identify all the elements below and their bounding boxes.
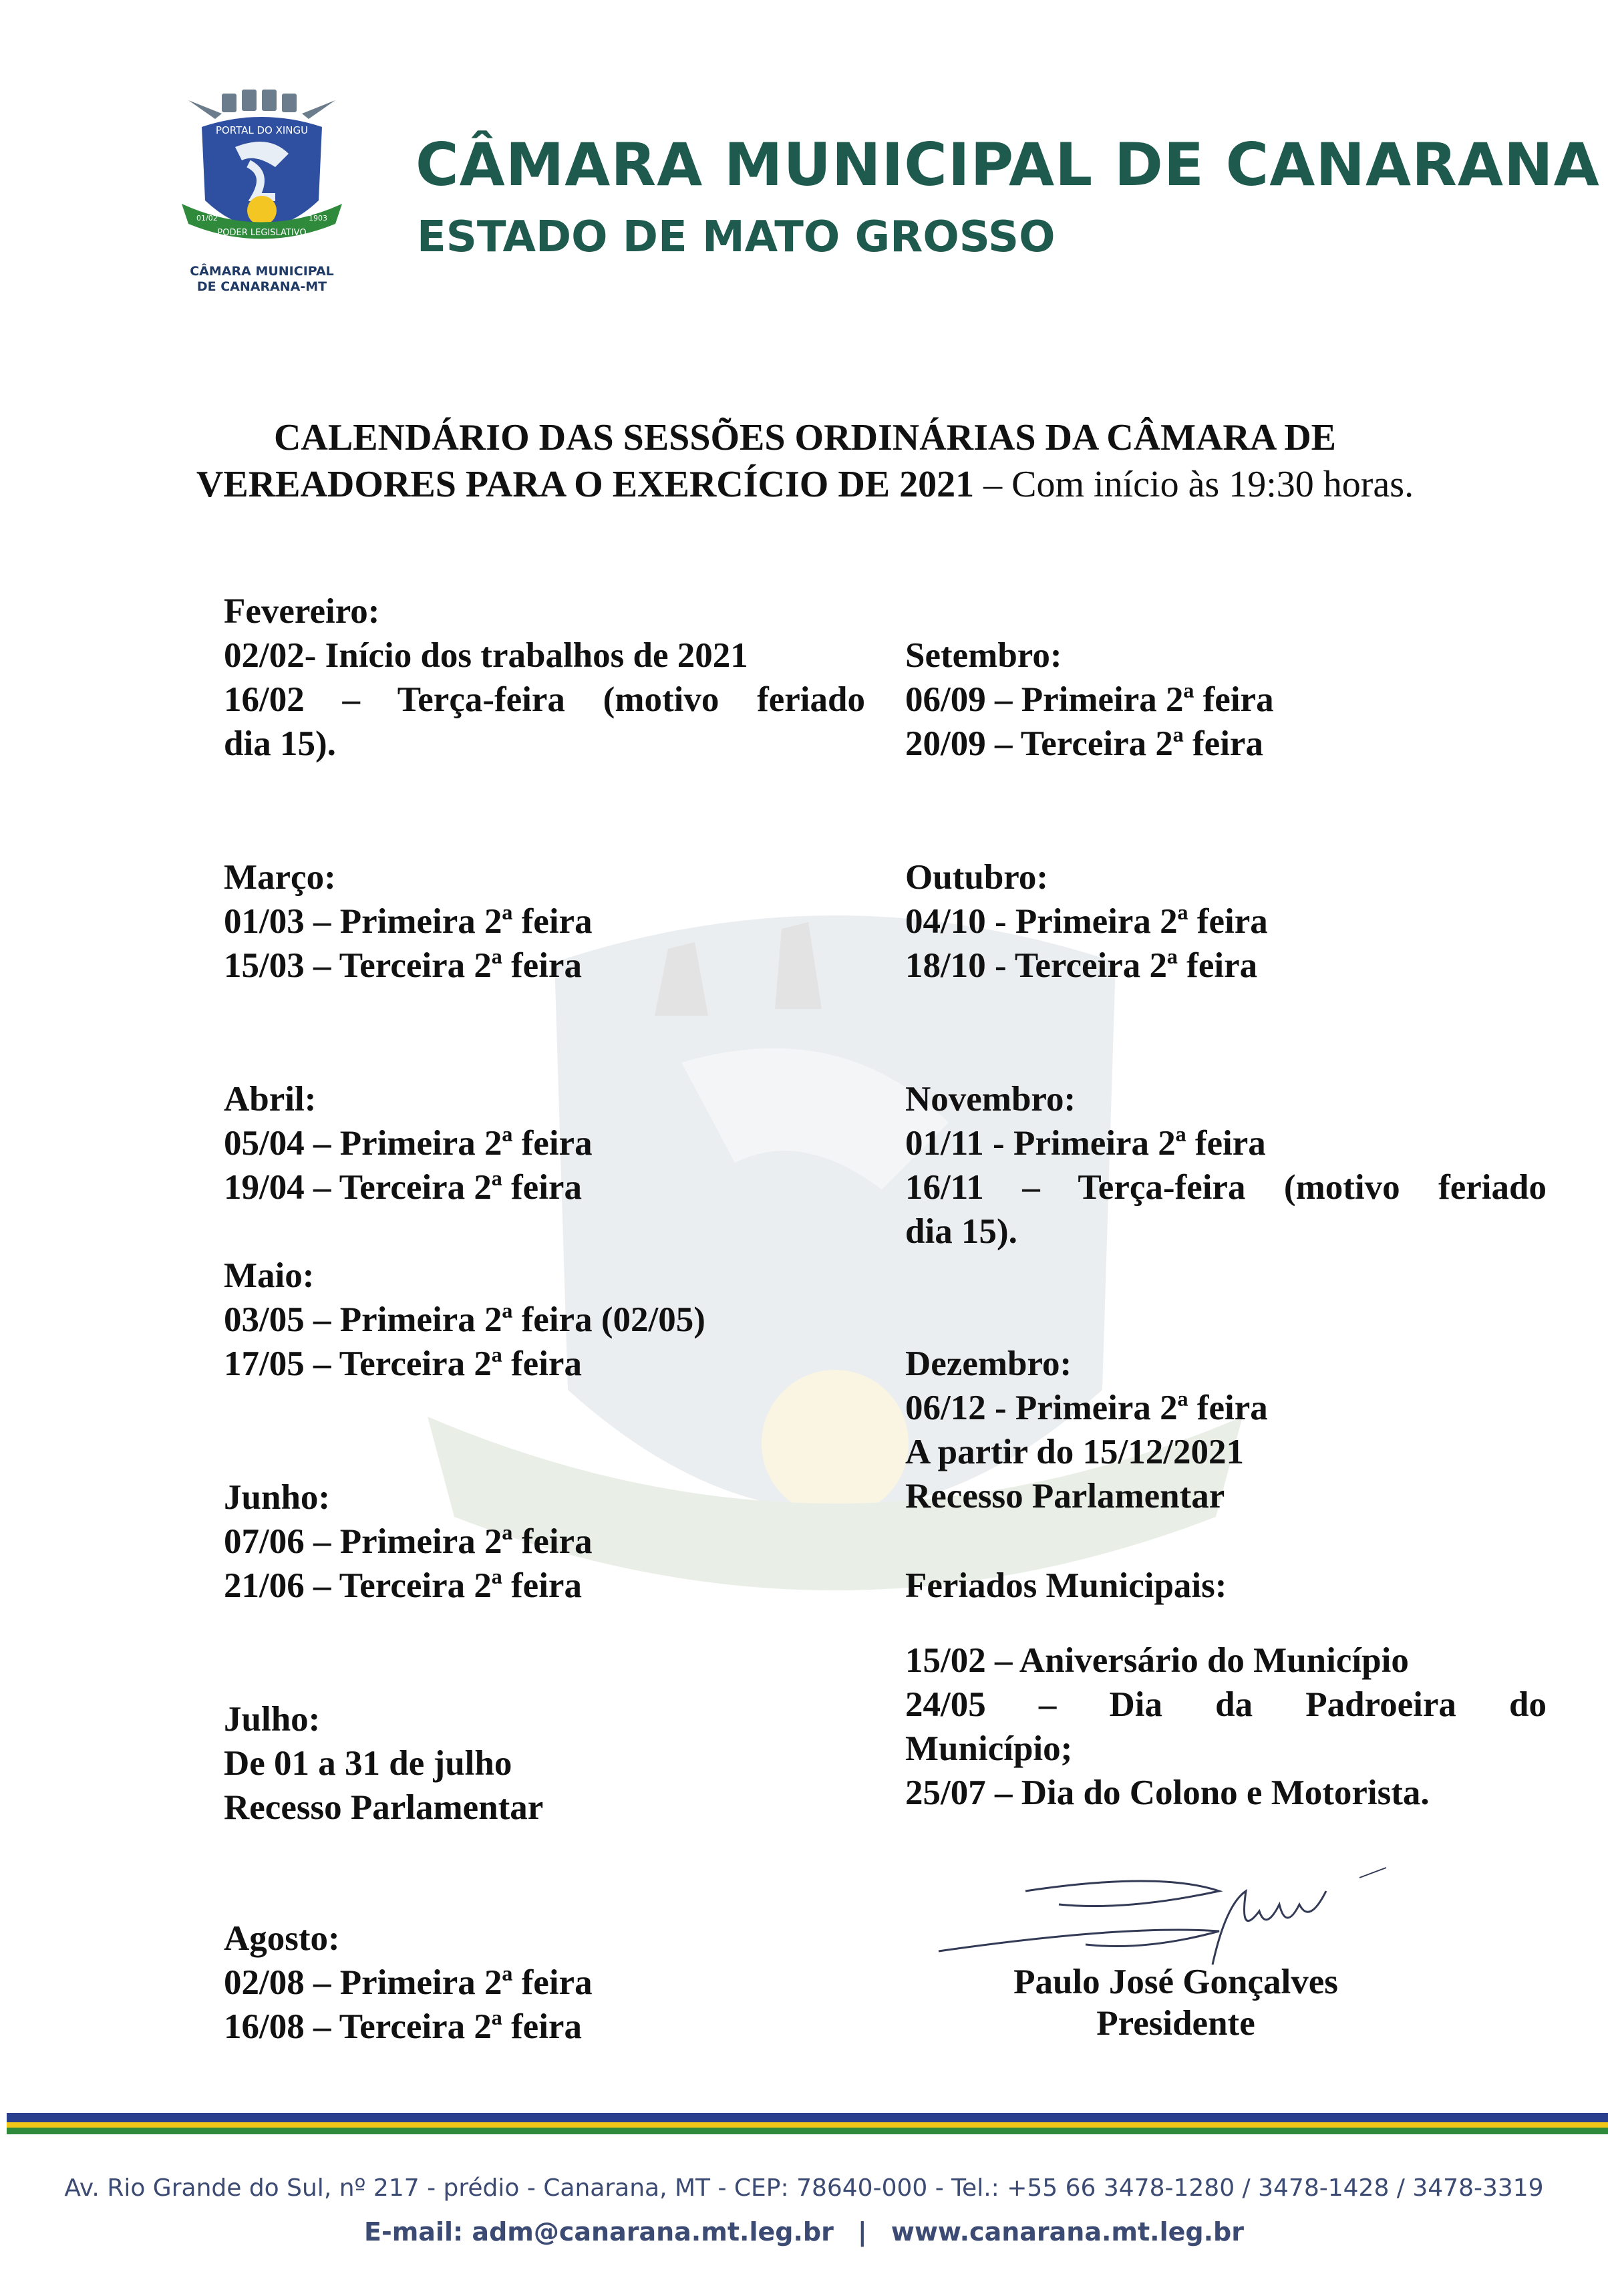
holiday-line: Município;: [905, 1729, 1073, 1768]
schedule-line: dia 15).: [224, 724, 336, 763]
schedule-line: 02/02- Início dos trabalhos de 2021: [224, 636, 748, 675]
section-maio: [224, 1254, 865, 1386]
footer-address: Av. Rio Grande do Sul, nº 217 - prédio - Canarana, MT - CEP: 78640-000 - Tel.: +55 66 3478-1280 / 3478-1428 / 3478-3319: [64, 2174, 1544, 2202]
schedule-line: A partir do 15/12/2021: [905, 1433, 1244, 1471]
section-julho: [224, 1697, 865, 1830]
camara-logo: [175, 87, 349, 301]
schedule-line: 07/06 – Primeira 2ª feira: [224, 1522, 593, 1561]
document-title-line2: VEREADORES PARA O EXERCÍCIO DE 2021 – Com início às 19:30 horas.: [196, 464, 1414, 505]
schedule-line: dia 15).: [905, 1212, 1017, 1251]
section-fevereiro: [224, 589, 865, 766]
schedule-line: 18/10 - Terceira 2ª feira: [905, 946, 1258, 985]
section-dezembro: [905, 1342, 1547, 1518]
month-heading: Agosto:: [224, 1919, 340, 1958]
schedule-line: Recesso Parlamentar: [224, 1788, 544, 1827]
schedule-line: 20/09 – Terceira 2ª feira: [905, 724, 1263, 763]
header-title: CÂMARA MUNICIPAL DE CANARANA: [416, 130, 1600, 199]
schedule-line: 16/08 – Terceira 2ª feira: [224, 2007, 582, 2046]
handwritten-signature: [925, 1864, 1406, 1978]
signatory-name: Paulo José Gonçalves: [1013, 1963, 1338, 2001]
month-heading: Novembro:: [905, 1080, 1076, 1119]
month-heading: Março:: [224, 858, 336, 897]
svg-text:01/02: 01/02: [196, 214, 218, 223]
section-heading: Feriados Municipais:: [905, 1566, 1227, 1605]
schedule-line: 01/11 - Primeira 2ª feira: [905, 1124, 1266, 1163]
section-outubro: [905, 855, 1547, 988]
month-heading: Junho:: [224, 1478, 331, 1517]
schedule-line: 02/08 – Primeira 2ª feira: [224, 1963, 593, 2002]
section-novembro: [905, 1077, 1547, 1254]
footer-website[interactable]: www.canarana.mt.leg.br: [891, 2217, 1244, 2247]
month-heading: Fevereiro:: [224, 592, 380, 631]
section-marco: [224, 855, 865, 988]
month-heading: Maio:: [224, 1256, 315, 1295]
header-subtitle: ESTADO DE MATO GROSSO: [417, 212, 1056, 262]
footer-contact: [0, 2217, 1608, 2247]
schedule-line: Recesso Parlamentar: [905, 1477, 1225, 1516]
schedule-line: 04/10 - Primeira 2ª feira: [905, 902, 1268, 941]
section-junho: [224, 1475, 865, 1608]
holiday-line: 15/02 – Aniversário do Município: [905, 1641, 1409, 1680]
month-heading: Abril:: [224, 1080, 317, 1119]
holiday-line: 25/07 – Dia do Colono e Motorista.: [905, 1773, 1430, 1812]
month-heading: Dezembro:: [905, 1344, 1072, 1383]
svg-text:1903: 1903: [309, 214, 327, 223]
footer-stripe-blue: [7, 2113, 1608, 2122]
schedule-line: 19/04 – Terceira 2ª feira: [224, 1168, 582, 1207]
signatory-role: Presidente: [1096, 2004, 1255, 2043]
month-heading: Outubro:: [905, 858, 1049, 897]
schedule-line: 15/03 – Terceira 2ª feira: [224, 946, 582, 985]
svg-text:PODER LEGISLATIVO: PODER LEGISLATIVO: [217, 228, 307, 238]
footer-email[interactable]: E-mail: adm@canarana.mt.leg.br: [363, 2217, 834, 2247]
schedule-line: 16/11 – Terça-feira (motivo feriado: [905, 1168, 1547, 1207]
svg-text:CÂMARA MUNICIPAL: CÂMARA MUNICIPAL: [190, 264, 334, 279]
section-abril: [224, 1077, 865, 1209]
spacer: [905, 1608, 1547, 1638]
schedule-line: De 01 a 31 de julho: [224, 1744, 512, 1783]
holiday-line: 24/05 – Dia da Padroeira do: [905, 1685, 1547, 1724]
section-feriados: [905, 1564, 1547, 1815]
footer-separator: |: [857, 2217, 867, 2247]
document-title-line1: CALENDÁRIO DAS SESSÕES ORDINÁRIAS DA CÂMARA DE: [273, 417, 1337, 458]
schedule-line: 01/03 – Primeira 2ª feira: [224, 902, 593, 941]
schedule-line: 17/05 – Terceira 2ª feira: [224, 1344, 582, 1383]
schedule-line: 16/02 – Terça-feira (motivo feriado: [224, 680, 865, 719]
section-setembro: [905, 633, 1547, 766]
schedule-line: 03/05 – Primeira 2ª feira (02/05): [224, 1300, 705, 1339]
section-agosto: [224, 1916, 865, 2049]
schedule-line: 06/12 - Primeira 2ª feira: [905, 1389, 1268, 1427]
footer-stripe-green: [7, 2128, 1608, 2134]
month-heading: Julho:: [224, 1700, 321, 1739]
month-heading: Setembro:: [905, 636, 1062, 675]
schedule-line: 21/06 – Terceira 2ª feira: [224, 1566, 582, 1605]
svg-text:PORTAL DO XINGU: PORTAL DO XINGU: [215, 124, 309, 136]
schedule-line: 06/09 – Primeira 2ª feira: [905, 680, 1274, 719]
footer-stripe-yellow: [7, 2122, 1608, 2128]
svg-text:DE CANARANA-MT: DE CANARANA-MT: [196, 279, 327, 294]
schedule-line: 05/04 – Primeira 2ª feira: [224, 1124, 593, 1163]
